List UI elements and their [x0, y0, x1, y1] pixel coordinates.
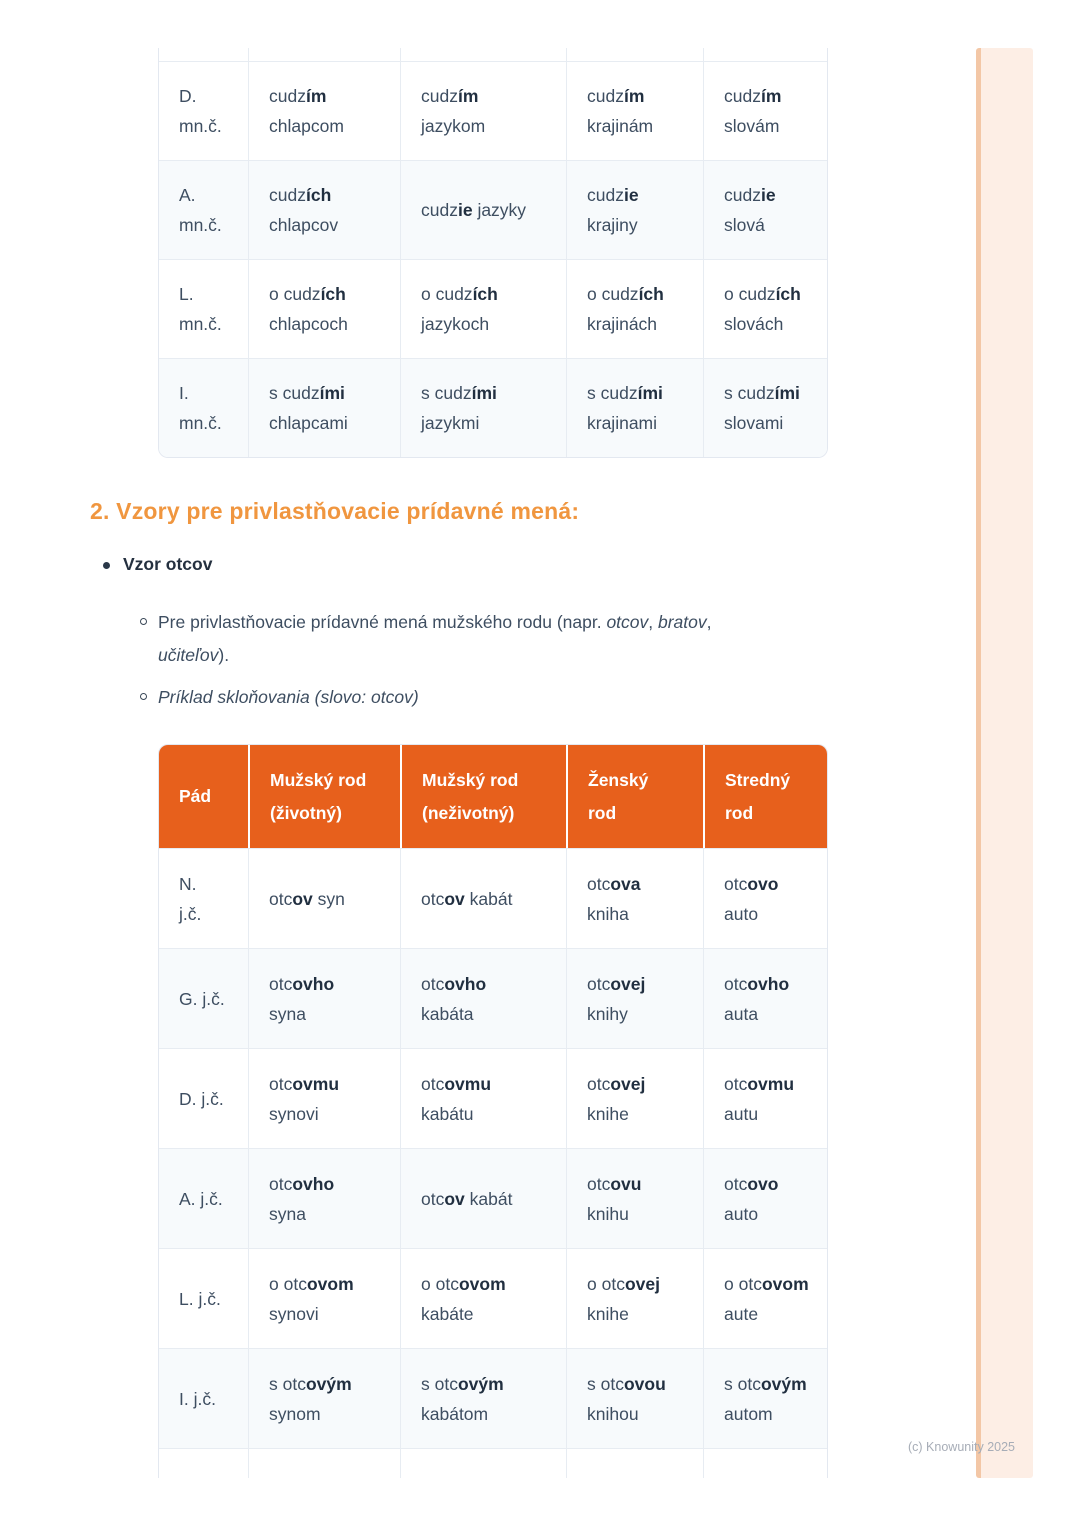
form-cell	[566, 1349, 703, 1448]
text-line: knihou	[587, 1403, 639, 1424]
form-cell	[248, 62, 400, 160]
bullet-dot-icon	[103, 562, 110, 569]
table-row	[159, 61, 827, 160]
text-line: o cudzích	[269, 284, 346, 304]
case-label-cell	[159, 849, 248, 948]
text-line: mn.č.	[179, 116, 222, 136]
case-label-cell	[159, 161, 248, 259]
text-line: syna	[269, 1003, 306, 1024]
text-line: knihy	[587, 1003, 628, 1024]
text-line: j.č.	[179, 903, 202, 924]
form-cell	[703, 62, 827, 160]
text-line: auto	[724, 1203, 759, 1224]
table-row	[159, 1348, 827, 1448]
form-cell	[566, 1149, 703, 1248]
text-line: D. j.č.	[179, 1088, 224, 1109]
form-cell	[703, 161, 827, 259]
text-line: cudzím	[421, 86, 479, 106]
text-line: Pád	[179, 786, 212, 806]
column-header-cell	[159, 745, 248, 848]
text-line: G. j.č.	[179, 988, 225, 1009]
case-label-cell	[159, 1049, 248, 1148]
form-cell	[400, 359, 566, 457]
text-line: o cudzích	[724, 284, 801, 304]
text-line: kabáta	[421, 1003, 474, 1024]
text-line: jazykmi	[421, 413, 480, 433]
text-line: otcovo	[724, 873, 779, 894]
table-header-row	[159, 745, 827, 848]
case-label-cell	[159, 260, 248, 358]
table-row	[159, 1148, 827, 1248]
text-line: s cudzími	[587, 383, 663, 403]
text-line: otcov kabát	[421, 1188, 513, 1209]
form-cell	[703, 1449, 827, 1478]
form-cell	[400, 849, 566, 948]
form-cell	[400, 1049, 566, 1148]
text-line: kabáte	[421, 1303, 474, 1324]
text-line: krajinách	[587, 314, 658, 334]
form-cell	[566, 359, 703, 457]
text-line: otcov syn	[269, 888, 345, 909]
text-line: otcovho	[269, 973, 335, 994]
text-line: Mužský rod	[422, 769, 519, 790]
plural-declension-table	[158, 48, 828, 458]
table-row	[159, 948, 827, 1048]
text-line: mn.č.	[179, 215, 222, 235]
text-line: otcovmu	[421, 1073, 492, 1094]
text-line: chlapcom	[269, 116, 344, 136]
text-line: (životný)	[270, 802, 342, 823]
text-line: s otcovým	[421, 1373, 504, 1394]
text-line: otcovej	[587, 1073, 646, 1094]
case-label-cell	[159, 1149, 248, 1248]
text-line: s cudzími	[724, 383, 800, 403]
text-line: I.	[179, 383, 189, 403]
form-cell	[248, 1049, 400, 1148]
text-line: autom	[724, 1403, 773, 1424]
case-label-cell	[159, 1349, 248, 1448]
table-row	[159, 358, 827, 457]
text-line: L.	[179, 284, 194, 304]
sub-bullet-text	[158, 606, 712, 672]
table-body	[159, 61, 827, 457]
page-footer: (c) Knowunity 2025	[908, 1440, 1016, 1454]
text-line: Mužský rod	[270, 769, 367, 790]
text-line: o otcovom	[724, 1273, 809, 1294]
text-line: chlapcoch	[269, 314, 348, 334]
document-page	[0, 48, 1080, 1478]
text-line: otcovo	[724, 1173, 779, 1194]
clipped-table-row	[159, 48, 827, 61]
text-line: (neživotný)	[422, 802, 515, 823]
text-line: I. j.č.	[179, 1388, 216, 1409]
column-header-cell	[566, 745, 703, 848]
text-line: synom	[269, 1403, 321, 1424]
form-cell	[248, 48, 400, 61]
text-line: rod	[588, 802, 617, 823]
text-line: aute	[724, 1303, 759, 1324]
case-label-cell	[159, 62, 248, 160]
form-cell	[400, 48, 566, 61]
form-cell	[400, 1149, 566, 1248]
text-line: cudzím	[269, 86, 327, 106]
form-cell	[703, 949, 827, 1048]
text-line: auto	[724, 903, 759, 924]
text-line: o otcovej	[587, 1273, 660, 1294]
form-cell	[248, 849, 400, 948]
text-line: Ženský	[588, 769, 649, 790]
text-line: kabátom	[421, 1403, 489, 1424]
text-line: Stredný	[725, 769, 791, 790]
text-line: kabátu	[421, 1103, 474, 1124]
form-cell	[400, 949, 566, 1048]
text-line: otcovu	[587, 1173, 642, 1194]
text-line: o cudzích	[587, 284, 664, 304]
column-header-cell	[703, 745, 827, 848]
text-line: s cudzími	[421, 383, 497, 403]
text-line: slová	[724, 215, 765, 235]
text-line: knihe	[587, 1303, 629, 1324]
text-line: krajinám	[587, 116, 654, 136]
form-cell	[566, 260, 703, 358]
text-line: otcovmu	[269, 1073, 340, 1094]
text-line: synovi	[269, 1103, 319, 1124]
form-cell	[248, 161, 400, 259]
table-body	[159, 848, 827, 1448]
bullet-item-vzor-otcov	[103, 554, 212, 575]
text-line: o cudzích	[421, 284, 498, 304]
bullet-circle-icon	[140, 618, 147, 625]
table-row	[159, 160, 827, 259]
form-cell	[703, 1049, 827, 1148]
case-label-cell	[159, 1249, 248, 1348]
form-cell	[248, 260, 400, 358]
text-line: kniha	[587, 903, 629, 924]
form-cell	[248, 1149, 400, 1248]
bullet-circle-icon	[140, 693, 147, 700]
form-cell	[400, 62, 566, 160]
text-line: cudzím	[724, 86, 782, 106]
form-cell	[400, 1349, 566, 1448]
table-row	[159, 848, 827, 948]
text-line: A.	[179, 185, 196, 205]
form-cell	[248, 949, 400, 1048]
text-line: s otcovým	[269, 1373, 352, 1394]
text-line: cudzie	[724, 185, 776, 205]
form-cell	[566, 849, 703, 948]
text-line: slovami	[724, 413, 784, 433]
form-cell	[566, 161, 703, 259]
form-cell	[566, 1449, 703, 1478]
sub-bullet-usage	[140, 606, 800, 672]
text-line: krajiny	[587, 215, 638, 235]
text-line: cudzie jazyky	[421, 200, 527, 220]
text-line: cudzích	[269, 185, 332, 205]
text-line: slovám	[724, 116, 780, 136]
text-line: mn.č.	[179, 314, 222, 334]
text-line: rod	[725, 802, 754, 823]
text-line: syna	[269, 1203, 306, 1224]
form-cell	[703, 359, 827, 457]
case-label-cell	[159, 48, 248, 61]
text-line: cudzie	[587, 185, 639, 205]
text-line: učiteľov).	[158, 645, 230, 665]
text-line: jazykom	[421, 116, 486, 136]
form-cell	[400, 161, 566, 259]
text-line: knihe	[587, 1103, 629, 1124]
text-line: knihu	[587, 1203, 629, 1224]
form-cell	[703, 260, 827, 358]
text-line: s otcovou	[587, 1373, 666, 1394]
text-line: o otcovom	[269, 1273, 354, 1294]
text-line: otcovho	[421, 973, 487, 994]
form-cell	[703, 1249, 827, 1348]
case-label-cell	[159, 1449, 248, 1478]
form-cell	[703, 1349, 827, 1448]
form-cell	[566, 1249, 703, 1348]
form-cell	[566, 62, 703, 160]
text-line: s otcovým	[724, 1373, 807, 1394]
case-label-cell	[159, 359, 248, 457]
form-cell	[566, 1049, 703, 1148]
section-heading: 2. Vzory pre privlastňovacie prídavné mená:	[90, 498, 580, 524]
text-line: otcova	[587, 873, 641, 894]
text-line: cudzím	[587, 86, 645, 106]
text-line: jazykoch	[421, 314, 490, 334]
form-cell	[703, 1149, 827, 1248]
table-row	[159, 1048, 827, 1148]
text-line: krajinami	[587, 413, 658, 433]
text-line: otcov kabát	[421, 888, 513, 909]
form-cell	[248, 1349, 400, 1448]
form-cell	[400, 1249, 566, 1348]
text-line: Pre privlastňovacie prídavné mená mužského rodu (napr. otcov, bratov,	[158, 612, 712, 632]
text-line: chlapcov	[269, 215, 339, 235]
text-line: otcovho	[269, 1173, 335, 1194]
form-cell	[566, 48, 703, 61]
clipped-table-row	[159, 1448, 827, 1478]
text-line: otcovej	[587, 973, 646, 994]
text-line: N.	[179, 873, 197, 894]
text-line: o otcovom	[421, 1273, 506, 1294]
form-cell	[400, 260, 566, 358]
column-header-cell	[400, 745, 566, 848]
table-row	[159, 1248, 827, 1348]
form-cell	[248, 1249, 400, 1348]
text-line: D.	[179, 86, 197, 106]
text-line: autu	[724, 1103, 759, 1124]
case-label-cell	[159, 949, 248, 1048]
text-line: otcovmu	[724, 1073, 795, 1094]
text-line: otcovho	[724, 973, 790, 994]
text-line: synovi	[269, 1303, 319, 1324]
text-line: slovách	[724, 314, 784, 334]
form-cell	[400, 1449, 566, 1478]
text-line: mn.č.	[179, 413, 222, 433]
text-line: auta	[724, 1003, 759, 1024]
text-line: chlapcami	[269, 413, 348, 433]
text-line: Príklad skloňovania (slovo: otcov)	[158, 687, 419, 707]
text-line: s cudzími	[269, 383, 345, 403]
sub-bullet-text	[158, 681, 419, 714]
sub-bullet-example	[140, 681, 419, 714]
form-cell	[566, 949, 703, 1048]
form-cell	[703, 849, 827, 948]
form-cell	[703, 48, 827, 61]
text-line: L. j.č.	[179, 1288, 221, 1309]
table-row	[159, 259, 827, 358]
page-edge-decoration	[976, 48, 1033, 1478]
possessive-declension-table	[158, 744, 828, 1478]
bullet-title: Vzor otcov	[123, 554, 213, 574]
text-line: A. j.č.	[179, 1188, 223, 1209]
form-cell	[248, 1449, 400, 1478]
form-cell	[248, 359, 400, 457]
column-header-cell	[248, 745, 400, 848]
